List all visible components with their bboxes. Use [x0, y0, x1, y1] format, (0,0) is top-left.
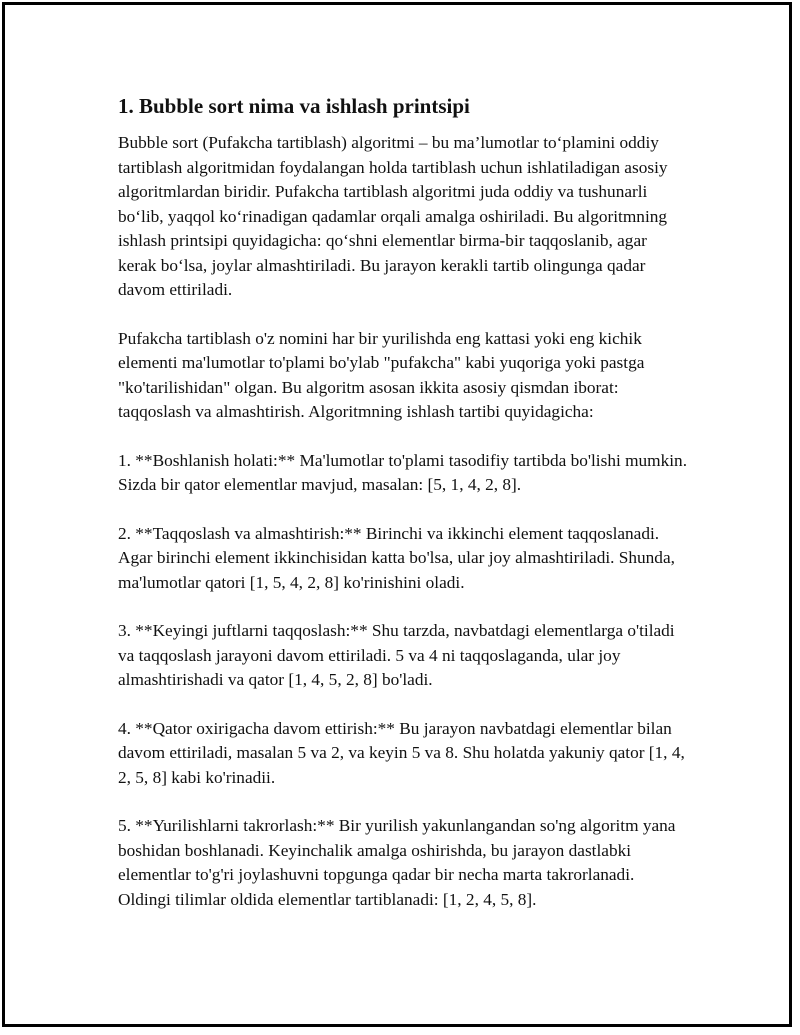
paragraph-step-5: 5. **Yurilishlarni takrorlash:** Bir yurilish yakunlangandan so'ng algoritm yana boshidan boshlanadi. Keyinchalik amalga oshirishda, bu jarayon dastlabki elementlar to'g'ri joylashuvni topgunga qadar bir necha marta takrorlanadi. Oldingi tilimlar oldida elementlar tartiblanadi: [1, 2, 4, 5, 8].: [118, 816, 676, 909]
paragraph-step-4: 4. **Qator oxirigacha davom ettirish:** Bu jarayon navbatdagi elementlar bilan davom ettiriladi, masalan 5 va 2, va keyin 5 va 8. Shu holatda yakuniy qator [1, 4, 2, 5, 8] kabi ko'rinadii.: [118, 718, 685, 787]
section-heading: 1. Bubble sort nima va ishlash printsipi: [118, 94, 470, 118]
document-body: [118, 92, 688, 936]
paragraph-step-1: 1. **Boshlanish holati:** Ma'lumotlar to'plami tasodifiy tartibda bo'lishi mumkin. Sizda bir qator elementlar mavjud, masalan: [5, 1, 4, 2, 8].: [118, 450, 688, 494]
paragraph-step-3: 3. **Keyingi juftlarni taqqoslash:** Shu tarzda, navbatdagi elementlarga o'tiladi va taqqoslash jarayoni davom ettiriladi. 5 va 4 ni taqqoslaganda, ular joy almashtirishadi va qator [1, 4, 5, 2, 8] bo'ladi.: [118, 621, 675, 689]
paragraph-intro: Bubble sort (Pufakcha tartiblash) algoritmi – bu ma’lumotlar to‘plamini oddiy tartiblash algoritmidan foydalangan holda tartiblash uchun ishlatiladigan asosiy algoritmlardan biridir. Pufakcha tartiblash algoritmi juda oddiy va tushunarli bo‘lib, yaqqol ko‘rinadigan qadamlar orqali amalga oshiriladi. Bu algoritmning ishlash printsipi quyidagicha: qo‘shni elementlar birma-bir taqqoslanib, agar kerak bo‘lsa, joylar almashtiriladi. Bu jarayon kerakli tartib olingunga qadar davom ettiriladi.: [118, 133, 668, 299]
paragraph-step-2: 2. **Taqqoslash va almashtirish:** Birinchi va ikkinchi element taqqoslanadi. Agar birinchi element ikkinchisidan katta bo'lsa, ular joy almashtiriladi. Shunda, ma'lumotlar qatori [1, 5, 4, 2, 8] ko'rinishini oladi.: [118, 523, 675, 592]
paragraph-name-origin: Pufakcha tartiblash o'z nomini har bir yurilishda eng kattasi yoki eng kichik elementi ma'lumotlar to'plami bo'ylab "pufakcha" kabi yuqoriga yoki pastga "ko'tarilishidan" olgan. Bu algoritm asosan ikkita asosiy qismdan iborat: taqqoslash va almashtirish. Algoritmning ishlash tartibi quyidagicha:: [118, 328, 645, 421]
